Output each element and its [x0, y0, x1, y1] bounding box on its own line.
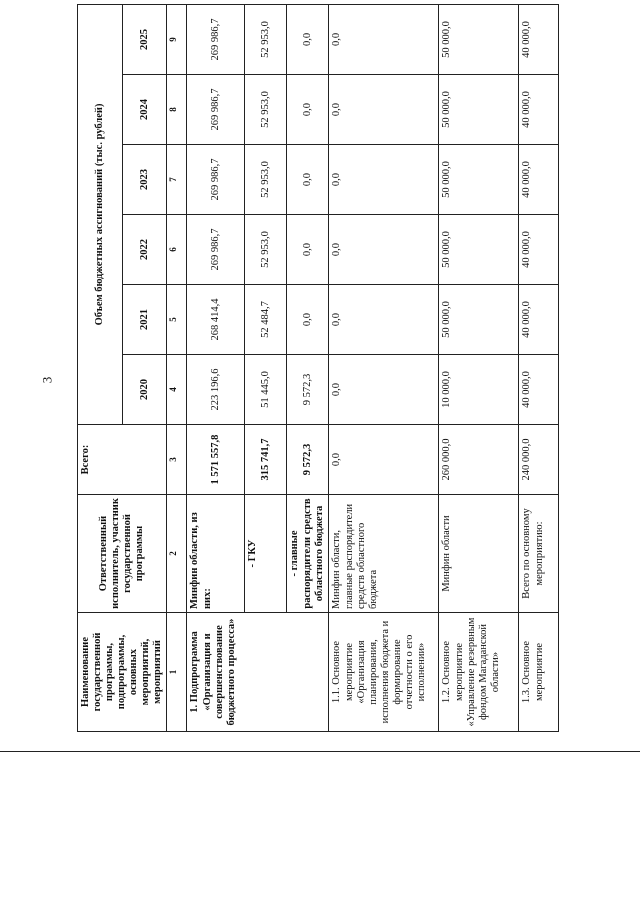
- row-name: 1. Подпрограмма «Организация и совершенствование бюджетного процесса»: [187, 613, 329, 732]
- budget-table: [77, 4, 559, 732]
- row-value: 52 953,0: [245, 4, 287, 74]
- row-value: 0,0: [329, 285, 439, 355]
- row-value: 0,0: [329, 425, 439, 495]
- index-cell: 5: [167, 285, 187, 355]
- index-cell: 6: [167, 215, 187, 285]
- row-value: 0,0: [287, 75, 329, 145]
- index-cell: 7: [167, 145, 187, 215]
- header-year: 2023: [122, 145, 167, 215]
- row-value: 50 000,0: [439, 75, 519, 145]
- header-total: Всего:: [78, 425, 167, 495]
- row-value: 52 953,0: [245, 215, 287, 285]
- row-value: 269 986,7: [187, 75, 245, 145]
- index-row: [167, 4, 187, 731]
- page-number: 3: [39, 376, 55, 384]
- row-value: 260 000,0: [439, 425, 519, 495]
- row-value: 9 572,3: [287, 355, 329, 425]
- table-row: [439, 4, 519, 731]
- row-value: 40 000,0: [519, 4, 559, 74]
- header-year: 2024: [122, 75, 167, 145]
- row-responsible: - ГКУ: [245, 495, 287, 613]
- row-responsible: Минфин области: [439, 495, 519, 613]
- row-value: 40 000,0: [519, 215, 559, 285]
- index-cell: 1: [167, 613, 187, 732]
- table-row: [187, 4, 245, 731]
- scan-edge-line: [0, 751, 640, 752]
- row-value: 0,0: [329, 215, 439, 285]
- header-year: 2025: [122, 4, 167, 74]
- row-value: 0,0: [329, 145, 439, 215]
- row-value: 240 000,0: [519, 425, 559, 495]
- row-responsible: Минфин области, главные распорядители средств областного бюджета: [329, 495, 439, 613]
- row-value: 52 484,7: [245, 285, 287, 355]
- row-value: 0,0: [329, 75, 439, 145]
- row-name: 1.1. Основное мероприятие «Организация планирования, исполнения бюджета и формирование отчетности о его исполнении»: [329, 613, 439, 732]
- row-value: 52 953,0: [245, 75, 287, 145]
- row-value: 223 196,6: [187, 355, 245, 425]
- row-value: 269 986,7: [187, 4, 245, 74]
- row-value: 9 572,3: [287, 425, 329, 495]
- row-value: 51 445,0: [245, 355, 287, 425]
- header-responsible: Ответственный исполнитель, участник государственной программы: [78, 495, 167, 613]
- header-volume: Объем бюджетных ассигнований (тыс. рублей): [78, 4, 123, 424]
- table-row: [329, 4, 439, 731]
- row-value: 268 414,4: [187, 285, 245, 355]
- row-value: 50 000,0: [439, 4, 519, 74]
- row-responsible: Минфин области, из них:: [187, 495, 245, 613]
- header-name: Наименование государственной программы, подпрограммы, основных мероприятий, мероприятий: [78, 613, 167, 732]
- row-value: 269 986,7: [187, 145, 245, 215]
- row-value: 0,0: [329, 4, 439, 74]
- header-year: 2020: [122, 355, 167, 425]
- row-value: 40 000,0: [519, 145, 559, 215]
- header-year: 2022: [122, 215, 167, 285]
- row-value: 0,0: [287, 4, 329, 74]
- row-value: 315 741,7: [245, 425, 287, 495]
- row-value: 50 000,0: [439, 215, 519, 285]
- row-value: 0,0: [287, 145, 329, 215]
- index-cell: 8: [167, 75, 187, 145]
- index-cell: 2: [167, 495, 187, 613]
- row-value: 50 000,0: [439, 145, 519, 215]
- row-name: 1.2. Основное мероприятие «Управление резервным фондом Магаданской области»: [439, 613, 519, 732]
- row-value: 0,0: [287, 215, 329, 285]
- row-value: 10 000,0: [439, 355, 519, 425]
- table-row: [519, 4, 559, 731]
- row-value: 0,0: [287, 285, 329, 355]
- row-responsible: Всего по основному мероприятию:: [519, 495, 559, 613]
- index-cell: 9: [167, 4, 187, 74]
- row-value: 52 953,0: [245, 145, 287, 215]
- index-cell: 3: [167, 425, 187, 495]
- rotated-table-container: [77, 5, 630, 732]
- row-value: 0,0: [329, 355, 439, 425]
- row-value: 40 000,0: [519, 75, 559, 145]
- row-name: 1.3. Основное мероприятие: [519, 613, 559, 732]
- row-value: 1 571 557,8: [187, 425, 245, 495]
- row-value: 50 000,0: [439, 285, 519, 355]
- index-cell: 4: [167, 355, 187, 425]
- row-value: 40 000,0: [519, 355, 559, 425]
- row-value: 40 000,0: [519, 285, 559, 355]
- header-year: 2021: [122, 285, 167, 355]
- row-responsible: - главные распорядители средств областного бюджета: [287, 495, 329, 613]
- row-value: 269 986,7: [187, 215, 245, 285]
